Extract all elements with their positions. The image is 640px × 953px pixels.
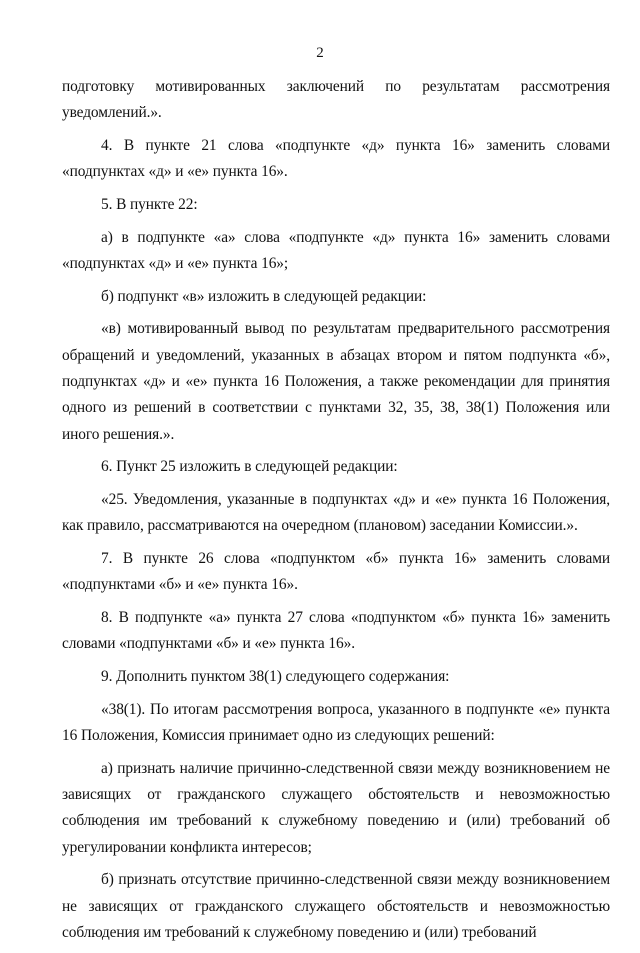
paragraph-item-6: 6. Пункт 25 изложить в следующей редакции: <box>101 458 398 476</box>
paragraph-item-6-text: «25. Уведомления, указанные в подпунктах «д» и «е» пункта 16 Положения, как правило, рассматриваются на очередном (плановом) заседании Комиссии.». <box>62 491 610 535</box>
page-number: 2 <box>316 45 324 61</box>
paragraph-item-9a: а) признать наличие причинно-следственной связи между возникновением не зависящих от гражданского служащего обстоятельств и невозможностью соблюдения им требований к служебному поведению и (или) требований об урегулировании конфликта интересов; <box>62 759 610 856</box>
paragraph-item-8: 8. В подпункте «а» пункта 27 слова «подпунктом «б» пункта 16» заменить словами «подпунктами «б» и «е» пункта 16». <box>62 609 610 653</box>
paragraph-item-4: 4. В пункте 21 слова «подпункте «д» пункта 16» заменить словами «подпунктах «д» и «е» пункта 16». <box>62 137 610 181</box>
paragraph-item-5b: б) подпункт «в» изложить в следующей редакции: <box>101 287 427 305</box>
paragraph-item-5b-text: «в) мотивированный вывод по результатам предварительного рассмотрения обращений и уведомлений, указанных в абзацах втором и пятом подпункта «б», подпунктах «д» и «е» пункта 16 Положения, а также рекомендации для принятия одного из решений в соответствии с пунктами 32, 35, 38, 38(1) Положения или иного решения.». <box>62 320 610 443</box>
paragraph-item-7: 7. В пункте 26 слова «подпунктом «б» пункта 16» заменить словами «подпунктами «б» и «е» пункта 16». <box>62 550 610 594</box>
paragraph-item-5a: а) в подпункте «а» слова «подпункте «д» пункта 16» заменить словами «подпунктах «д» и «е» пункта 16»; <box>62 228 610 272</box>
paragraph-item-9b: б) признать отсутствие причинно-следственной связи между возникновением не зависящих от гражданского служащего обстоятельств и невозможностью соблюдения им требований к служебному поведению и (или) требований <box>62 871 610 942</box>
paragraph-item-5: 5. В пункте 22: <box>101 196 198 213</box>
paragraph-continuation: подготовку мотивированных заключений по результатам рассмотрения уведомлений.». <box>62 78 610 122</box>
document-body <box>62 74 610 953</box>
paragraph-item-9: 9. Дополнить пунктом 38(1) следующего содержания: <box>101 668 450 685</box>
paragraph-item-9-text: «38(1). По итогам рассмотрения вопроса, указанного в подпункте «е» пункта 16 Положения, Комиссия принимает одно из следующих решений: <box>62 700 610 744</box>
